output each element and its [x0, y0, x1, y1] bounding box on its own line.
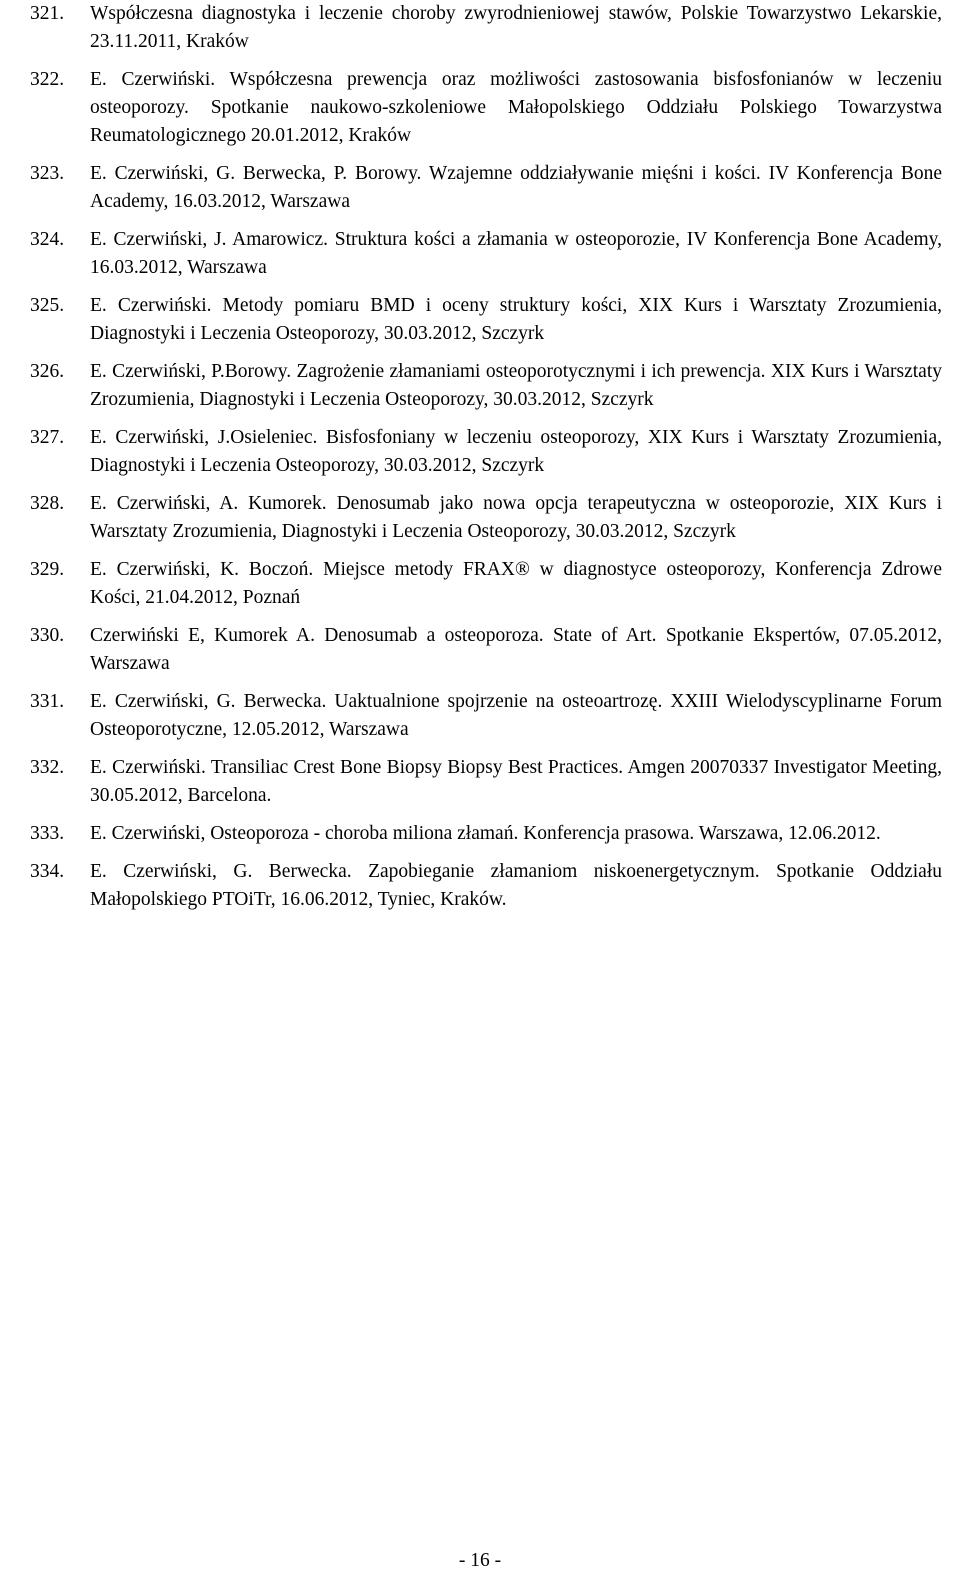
entry-number: 321.: [30, 3, 65, 24]
entry-text: E. Czerwiński. Metody pomiaru BMD i oceny struktury kości, XIX Kurs i Warsztaty Zrozumienia, Diagnostyki i Leczenia Osteoporozy, 30.03.2012, Szczyrk: [90, 295, 942, 344]
page-number: - 16 -: [458, 1550, 502, 1571]
list-item: [30, 490, 942, 546]
publication-list: [30, 0, 942, 924]
entry-number: 329.: [30, 559, 65, 580]
entry-text: E. Czerwiński. Współczesna prewencja oraz możliwości zastosowania bisfosfonianów w leczeniu osteoporozy. Spotkanie naukowo-szkoleniowe Małopolskiego Oddziału Polskiego Towarzystwa Reumatologicznego 20.01.2012, Kraków: [90, 69, 942, 146]
entry-number: 328.: [30, 493, 65, 514]
entry-text: E. Czerwiński, G. Berwecka. Uaktualnione spojrzenie na osteoartrozę. XXIII Wielodyscyplinarne Forum Osteoporotyczne, 12.05.2012, Warszawa: [90, 691, 942, 740]
list-item: [30, 292, 942, 348]
entry-number: 333.: [30, 823, 65, 844]
list-item: [30, 622, 942, 678]
list-item: [30, 424, 942, 480]
entry-number: 334.: [30, 861, 65, 882]
entry-number: 323.: [30, 163, 65, 184]
entry-text: E. Czerwiński, P.Borowy. Zagrożenie złamaniami osteoporotycznymi i ich prewencja. XIX Kurs i Warsztaty Zrozumienia, Diagnostyki i Leczenia Osteoporozy, 30.03.2012, Szczyrk: [90, 361, 942, 410]
entry-number: 330.: [30, 625, 65, 646]
entry-number: 325.: [30, 295, 65, 316]
list-item: [30, 556, 942, 612]
entry-text: E. Czerwiński, J. Amarowicz. Struktura kości a złamania w osteoporozie, IV Konferencja Bone Academy, 16.03.2012, Warszawa: [90, 229, 942, 278]
entry-number: 327.: [30, 427, 65, 448]
entry-number: 332.: [30, 757, 65, 778]
list-item: [30, 820, 942, 848]
entry-text: E. Czerwiński, G. Berwecka, P. Borowy. Wzajemne oddziaływanie mięśni i kości. IV Konferencja Bone Academy, 16.03.2012, Warszawa: [90, 163, 942, 212]
list-item: [30, 160, 942, 216]
entry-text: Współczesna diagnostyka i leczenie choroby zwyrodnieniowej stawów, Polskie Towarzystwo Lekarskie, 23.11.2011, Kraków: [90, 3, 942, 52]
entry-text: E. Czerwiński, J.Osieleniec. Bisfosfoniany w leczeniu osteoporozy, XIX Kurs i Warsztaty Zrozumienia, Diagnostyki i Leczenia Osteoporozy, 30.03.2012, Szczyrk: [90, 427, 942, 476]
list-item: [30, 226, 942, 282]
list-item: [30, 858, 942, 914]
entry-text: E. Czerwiński, K. Boczoń. Miejsce metody FRAX® w diagnostyce osteoporozy, Konferencja Zdrowe Kości, 21.04.2012, Poznań: [90, 559, 942, 608]
entry-text: E. Czerwiński. Transiliac Crest Bone Biopsy Biopsy Best Practices. Amgen 20070337 Investigator Meeting, 30.05.2012, Barcelona.: [90, 757, 942, 806]
entry-text: E. Czerwiński, Osteoporoza - choroba miliona złamań. Konferencja prasowa. Warszawa, 12.06.2012.: [90, 823, 881, 844]
list-item: [30, 358, 942, 414]
list-item: [30, 754, 942, 810]
entry-text: E. Czerwiński, A. Kumorek. Denosumab jako nowa opcja terapeutyczna w osteoporozie, XIX Kurs i Warsztaty Zrozumienia, Diagnostyki i Leczenia Osteoporozy, 30.03.2012, Szczyrk: [90, 493, 942, 542]
entry-text: Czerwiński E, Kumorek A. Denosumab a osteoporoza. State of Art. Spotkanie Ekspertów, 07.05.2012, Warszawa: [90, 625, 942, 674]
entry-number: 322.: [30, 69, 65, 90]
entry-number: 331.: [30, 691, 65, 712]
entry-number: 326.: [30, 361, 65, 382]
list-item: [30, 66, 942, 150]
entry-text: E. Czerwiński, G. Berwecka. Zapobieganie złamaniom niskoenergetycznym. Spotkanie Oddziału Małopolskiego PTOiTr, 16.06.2012, Tyniec, Kraków.: [90, 861, 942, 910]
list-item: [30, 0, 942, 56]
entry-number: 324.: [30, 229, 65, 250]
list-item: [30, 688, 942, 744]
